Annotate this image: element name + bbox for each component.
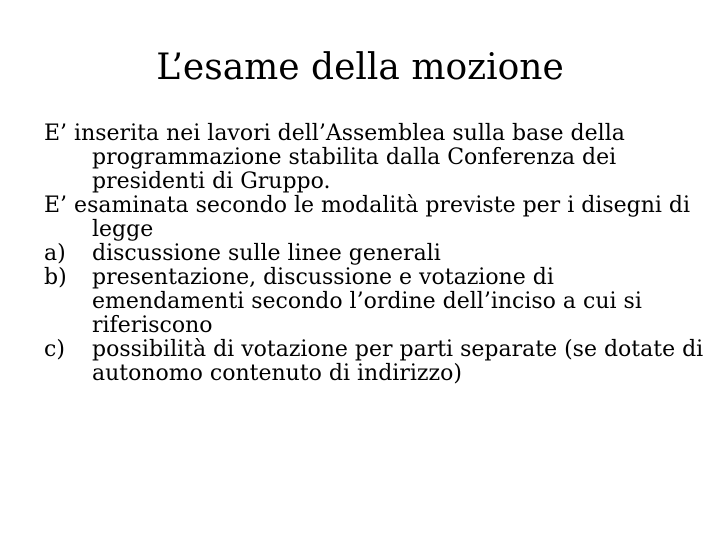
paragraph-inserita: E’ inserita nei lavori dell’Assemblea sulla base della programmazione stabilita dalla Conferenza dei presidenti di Gruppo. (44, 121, 625, 194)
slide-title: L’esame della mozione (156, 47, 564, 88)
paragraph-esaminata: E’ esaminata secondo le modalità previste per i disegni di legge (44, 193, 691, 242)
list-item-a (44, 242, 704, 266)
list-item-text: presentazione, discussione e votazione di emendamenti secondo l’ordine dell’inciso a cui si riferiscono (92, 265, 642, 338)
list-item-text: possibilità di votazione per parti separate (se dotate di autonomo contenuto di indirizzo) (92, 337, 704, 386)
list-marker: b) (44, 265, 67, 290)
list-item-b (44, 266, 704, 338)
list-marker: a) (44, 241, 66, 266)
slide-body (44, 122, 704, 386)
list-item-text: discussione sulle linee generali (92, 241, 441, 266)
list-item-c (44, 338, 704, 386)
list-marker: c) (44, 337, 65, 362)
